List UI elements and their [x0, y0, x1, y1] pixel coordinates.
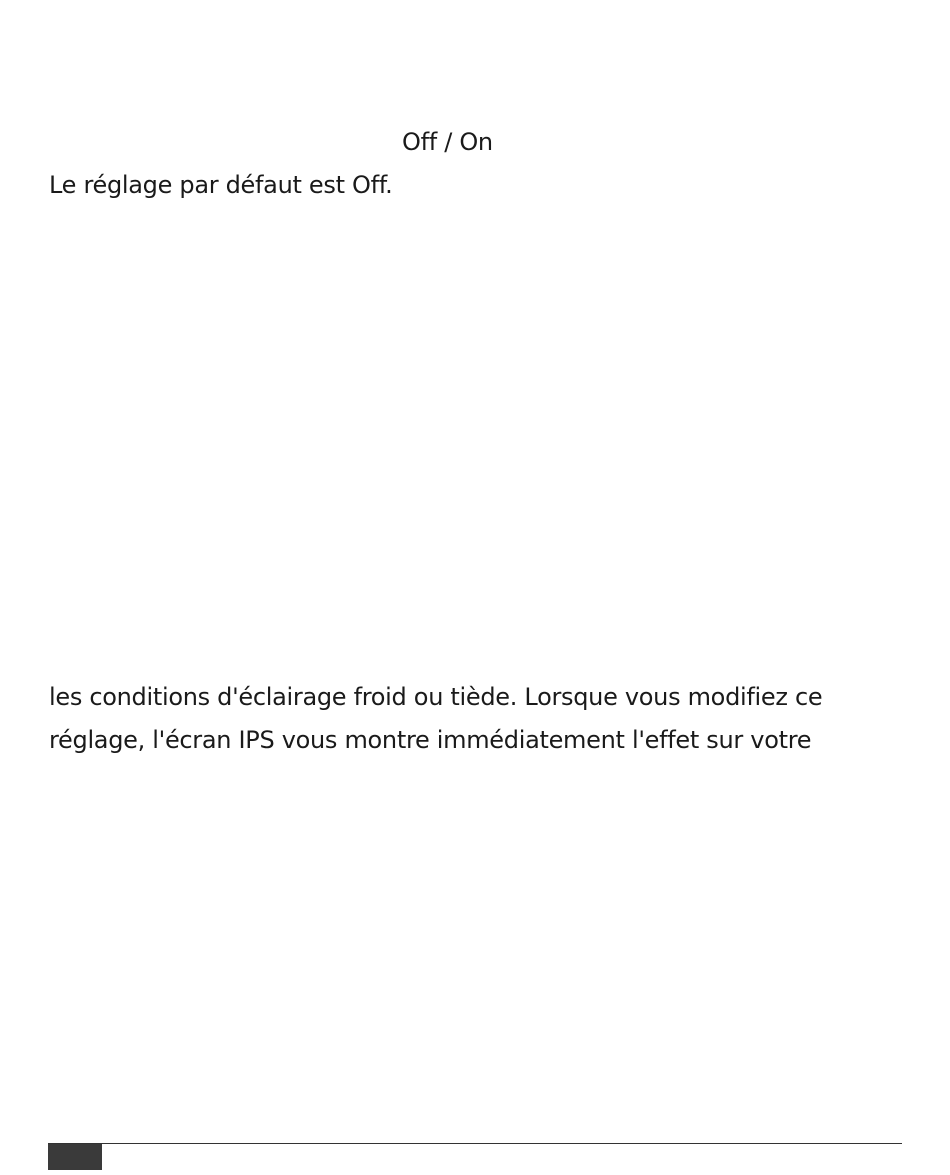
- option-values: Off / On: [402, 128, 493, 156]
- footer-page-tab: [48, 1144, 102, 1170]
- paragraph-line: les conditions d'éclairage froid ou tiède. Lorsque vous modifiez ce: [49, 683, 823, 711]
- default-setting-text: Le réglage par défaut est Off.: [49, 171, 393, 199]
- paragraph-line: réglage, l'écran IPS vous montre immédiatement l'effet sur votre: [49, 726, 812, 754]
- footer-divider: [48, 1143, 902, 1144]
